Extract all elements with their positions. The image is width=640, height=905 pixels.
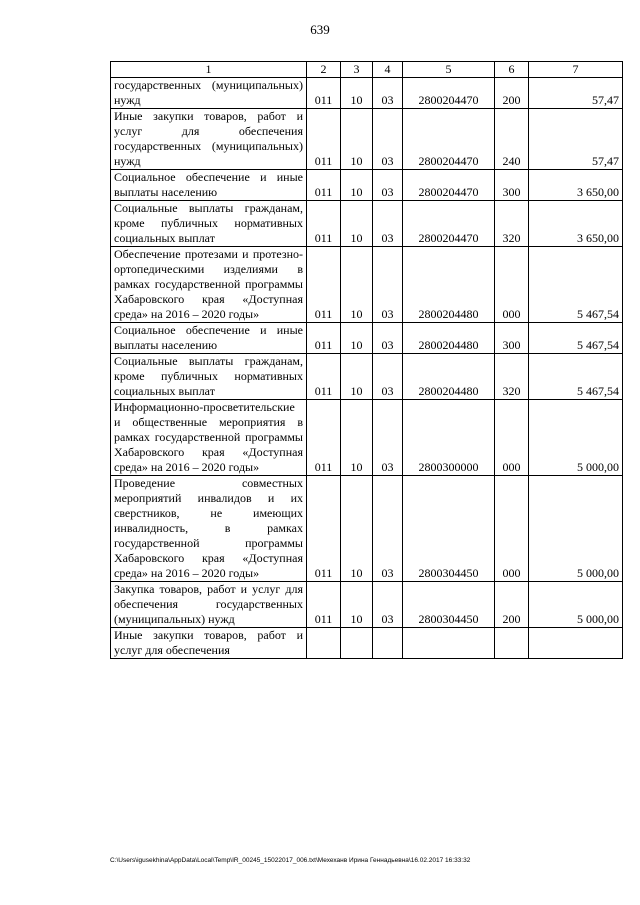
row-subsection-code: 03 <box>373 582 403 628</box>
row-amount <box>529 628 623 659</box>
row-ministry-code: 011 <box>307 476 341 582</box>
row-section-code: 10 <box>341 354 373 400</box>
row-ministry-code: 011 <box>307 323 341 354</box>
row-expense-type: 200 <box>495 582 529 628</box>
row-target-code: 2800300000 <box>403 400 495 476</box>
row-target-code: 2800204470 <box>403 170 495 201</box>
table-row <box>111 582 623 628</box>
row-subsection-code: 03 <box>373 247 403 323</box>
header-cell-1: 1 <box>111 62 307 78</box>
row-expense-type: 300 <box>495 323 529 354</box>
row-amount: 3 650,00 <box>529 201 623 247</box>
row-expense-type: 000 <box>495 400 529 476</box>
row-expense-type: 200 <box>495 78 529 109</box>
row-amount: 5 000,00 <box>529 582 623 628</box>
row-name: Социальные выплаты гражданам, кроме публичных нормативных социальных выплат <box>111 201 307 247</box>
row-name: Иные закупки товаров, работ и услуг для обеспечения <box>111 628 307 659</box>
row-amount: 5 467,54 <box>529 247 623 323</box>
row-ministry-code: 011 <box>307 400 341 476</box>
table-row <box>111 78 623 109</box>
table-row <box>111 476 623 582</box>
table-row <box>111 400 623 476</box>
row-ministry-code: 011 <box>307 247 341 323</box>
row-section-code: 10 <box>341 582 373 628</box>
row-target-code: 2800204480 <box>403 247 495 323</box>
row-ministry-code: 011 <box>307 354 341 400</box>
row-expense-type: 320 <box>495 201 529 247</box>
row-subsection-code: 03 <box>373 323 403 354</box>
row-target-code: 2800204480 <box>403 323 495 354</box>
header-row <box>111 62 623 78</box>
row-section-code <box>341 628 373 659</box>
header-cell-7: 7 <box>529 62 623 78</box>
row-section-code: 10 <box>341 201 373 247</box>
table-row <box>111 170 623 201</box>
row-amount: 57,47 <box>529 109 623 170</box>
table-row <box>111 247 623 323</box>
row-name: Обеспечение протезами и протезно-ортопедическими изделиями в рамках государственной программы Хабаровского края «Доступная среда» на 2016 – 2020 годы» <box>111 247 307 323</box>
budget-table <box>110 61 623 659</box>
row-amount: 5 467,54 <box>529 323 623 354</box>
row-subsection-code <box>373 628 403 659</box>
row-section-code: 10 <box>341 476 373 582</box>
row-amount: 57,47 <box>529 78 623 109</box>
row-name: Социальное обеспечение и иные выплаты населению <box>111 170 307 201</box>
row-amount: 5 467,54 <box>529 354 623 400</box>
row-amount: 3 650,00 <box>529 170 623 201</box>
header-cell-3: 3 <box>341 62 373 78</box>
row-expense-type: 320 <box>495 354 529 400</box>
row-name: Закупка товаров, работ и услуг для обеспечения государственных (муниципальных) нужд <box>111 582 307 628</box>
footer-file-path: C:\Users\igusekhina\AppData\Local\Temp\IR_00245_15022017_006.txt\Мехеханв Ирина Геннадьевна\16.02.2017 16:33:32 <box>110 857 471 864</box>
row-ministry-code: 011 <box>307 78 341 109</box>
row-target-code: 2800304450 <box>403 476 495 582</box>
row-expense-type: 300 <box>495 170 529 201</box>
table-row <box>111 628 623 659</box>
row-name: государственных (муниципальных) нужд <box>111 78 307 109</box>
header-cell-5: 5 <box>403 62 495 78</box>
row-section-code: 10 <box>341 170 373 201</box>
row-name: Социальные выплаты гражданам, кроме публичных нормативных социальных выплат <box>111 354 307 400</box>
header-cell-6: 6 <box>495 62 529 78</box>
row-ministry-code <box>307 628 341 659</box>
row-subsection-code: 03 <box>373 78 403 109</box>
row-subsection-code: 03 <box>373 170 403 201</box>
row-expense-type: 000 <box>495 476 529 582</box>
row-subsection-code: 03 <box>373 201 403 247</box>
row-ministry-code: 011 <box>307 109 341 170</box>
page-number: 639 <box>310 22 330 37</box>
row-expense-type: 000 <box>495 247 529 323</box>
row-subsection-code: 03 <box>373 476 403 582</box>
row-expense-type <box>495 628 529 659</box>
row-target-code: 2800204470 <box>403 78 495 109</box>
row-ministry-code: 011 <box>307 582 341 628</box>
row-name: Социальное обеспечение и иные выплаты населению <box>111 323 307 354</box>
row-subsection-code: 03 <box>373 109 403 170</box>
header-cell-2: 2 <box>307 62 341 78</box>
row-name: Иные закупки товаров, работ и услуг для обеспечения государственных (муниципальных) нужд <box>111 109 307 170</box>
table-row <box>111 323 623 354</box>
row-amount: 5 000,00 <box>529 476 623 582</box>
table-row <box>111 109 623 170</box>
row-section-code: 10 <box>341 400 373 476</box>
row-target-code: 2800204470 <box>403 109 495 170</box>
row-section-code: 10 <box>341 109 373 170</box>
row-subsection-code: 03 <box>373 400 403 476</box>
row-amount: 5 000,00 <box>529 400 623 476</box>
row-section-code: 10 <box>341 78 373 109</box>
row-target-code: 2800204470 <box>403 201 495 247</box>
row-section-code: 10 <box>341 323 373 354</box>
row-ministry-code: 011 <box>307 170 341 201</box>
table-row <box>111 201 623 247</box>
table-row <box>111 354 623 400</box>
row-target-code: 2800304450 <box>403 582 495 628</box>
row-section-code: 10 <box>341 247 373 323</box>
row-ministry-code: 011 <box>307 201 341 247</box>
row-subsection-code: 03 <box>373 354 403 400</box>
row-name: Информационно-просветительские и общественные мероприятия в рамках государственной программы Хабаровского края «Доступная среда» на 2016 – 2020 годы» <box>111 400 307 476</box>
row-expense-type: 240 <box>495 109 529 170</box>
row-name: Проведение совместных мероприятий инвалидов и их сверстников, не имеющих инвалидность, в рамках государственной программы Хабаровского края «Доступная среда» на 2016 – 2020 годы» <box>111 476 307 582</box>
row-target-code: 2800204480 <box>403 354 495 400</box>
header-cell-4: 4 <box>373 62 403 78</box>
row-target-code <box>403 628 495 659</box>
